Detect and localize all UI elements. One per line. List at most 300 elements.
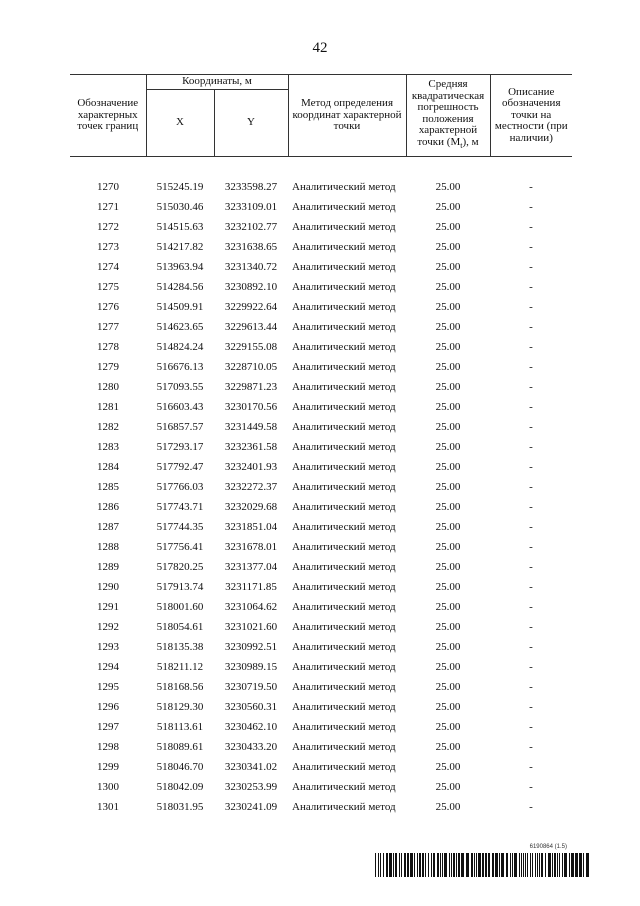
- cell-method: Аналитический метод: [292, 461, 396, 473]
- cell-point-id: 1293: [97, 641, 119, 653]
- table-row: [70, 317, 572, 337]
- cell-description: -: [529, 261, 533, 273]
- table-row: [70, 617, 572, 637]
- cell-error: 25.00: [435, 181, 461, 193]
- cell-y: 3232361.58: [224, 441, 278, 453]
- barcode-bar: [559, 853, 560, 877]
- barcode-bar: [492, 853, 494, 877]
- barcode-bar: [456, 853, 457, 877]
- cell-error: 25.00: [435, 321, 461, 333]
- cell-error: 25.00: [435, 601, 461, 613]
- cell-method: Аналитический метод: [292, 501, 396, 513]
- cell-point-id: 1291: [97, 601, 119, 613]
- cell-description: -: [529, 561, 533, 573]
- table-row: [70, 697, 572, 717]
- table-row: [70, 357, 572, 377]
- cell-method: Аналитический метод: [292, 341, 396, 353]
- barcode-bar: [510, 853, 511, 877]
- cell-error: 25.00: [435, 281, 461, 293]
- barcode-bar: [433, 853, 435, 877]
- cell-y: 3231064.62: [224, 601, 278, 613]
- cell-method: Аналитический метод: [292, 781, 396, 793]
- barcode-bar: [548, 853, 551, 877]
- cell-error: 25.00: [435, 701, 461, 713]
- barcode-bar: [451, 853, 452, 877]
- cell-x: 515245.19: [156, 181, 204, 193]
- barcode-bar: [564, 853, 567, 877]
- barcode-bar: [380, 853, 381, 877]
- cell-x: 518054.61: [156, 621, 204, 633]
- cell-y: 3231638.65: [224, 241, 278, 253]
- table-row: [70, 637, 572, 657]
- cell-error: 25.00: [435, 721, 461, 733]
- cell-description: -: [529, 221, 533, 233]
- cell-y: 3230241.09: [224, 801, 278, 813]
- cell-description: -: [529, 421, 533, 433]
- cell-method: Аналитический метод: [292, 741, 396, 753]
- cell-point-id: 1290: [97, 581, 119, 593]
- cell-description: -: [529, 481, 533, 493]
- barcode-bar: [557, 853, 558, 877]
- cell-description: -: [529, 301, 533, 313]
- cell-y: 3232029.68: [224, 501, 278, 513]
- cell-y: 3230433.20: [224, 741, 278, 753]
- cell-y: 3232272.37: [224, 481, 278, 493]
- cell-method: Аналитический метод: [292, 281, 396, 293]
- barcode-block: [375, 844, 589, 878]
- cell-x: 514515.63: [156, 221, 204, 233]
- header-y: Y: [214, 90, 288, 157]
- cell-x: 518113.61: [156, 721, 204, 733]
- cell-error: 25.00: [435, 781, 461, 793]
- cell-point-id: 1273: [97, 241, 119, 253]
- barcode-bar: [378, 853, 379, 877]
- header-coordinates-group: Координаты, м: [146, 75, 288, 90]
- table-row: [70, 337, 572, 357]
- cell-point-id: 1296: [97, 701, 119, 713]
- cell-method: Аналитический метод: [292, 421, 396, 433]
- cell-description: -: [529, 321, 533, 333]
- cell-point-id: 1280: [97, 381, 119, 393]
- cell-x: 518089.61: [156, 741, 204, 753]
- cell-y: 3230992.51: [224, 641, 278, 653]
- cell-x: 518001.60: [156, 601, 204, 613]
- cell-method: Аналитический метод: [292, 301, 396, 313]
- barcode-bar: [552, 853, 553, 877]
- table-row: [70, 717, 572, 737]
- cell-x: 517913.74: [156, 581, 204, 593]
- header-error-line2-suffix: ), м: [462, 135, 479, 148]
- barcode-label: 6190864 (1.5): [529, 844, 567, 850]
- cell-y: 3229922.64: [224, 301, 278, 313]
- cell-y: 3231377.04: [224, 561, 278, 573]
- cell-x: 517093.55: [156, 381, 204, 393]
- cell-point-id: 1272: [97, 221, 119, 233]
- barcode-bar: [562, 853, 563, 877]
- cell-error: 25.00: [435, 541, 461, 553]
- barcode-bar: [527, 853, 528, 877]
- cell-x: 514509.91: [156, 301, 204, 313]
- cell-x: 517744.35: [156, 521, 204, 533]
- barcode-bar: [375, 853, 376, 877]
- cell-x: 517756.41: [156, 541, 204, 553]
- barcode-bar: [393, 853, 394, 877]
- cell-description: -: [529, 601, 533, 613]
- table-row: [70, 297, 572, 317]
- cell-description: -: [529, 661, 533, 673]
- barcode-bar: [537, 853, 538, 877]
- table-row: [70, 257, 572, 277]
- cell-x: 517293.17: [156, 441, 204, 453]
- barcode-bar: [474, 853, 475, 877]
- cell-x: 518031.95: [156, 801, 204, 813]
- cell-y: 3231449.58: [224, 421, 278, 433]
- barcode-bar: [539, 853, 540, 877]
- cell-y: 3231171.85: [225, 581, 277, 593]
- cell-description: -: [529, 181, 533, 193]
- barcode-bar: [530, 853, 531, 877]
- cell-method: Аналитический метод: [292, 201, 396, 213]
- cell-point-id: 1294: [97, 661, 119, 673]
- cell-x: 514217.82: [156, 241, 204, 253]
- cell-method: Аналитический метод: [292, 761, 396, 773]
- table-row: [70, 237, 572, 257]
- cell-point-id: 1282: [97, 421, 119, 433]
- coordinates-table: [70, 74, 572, 817]
- cell-y: 3230462.10: [224, 721, 278, 733]
- cell-x: 516676.13: [156, 361, 204, 373]
- cell-description: -: [529, 341, 533, 353]
- cell-point-id: 1288: [97, 541, 119, 553]
- page-number: 42: [312, 40, 328, 56]
- cell-y: 3232401.93: [224, 461, 278, 473]
- table-row: [70, 277, 572, 297]
- table-row: [70, 797, 572, 817]
- barcode-bar: [482, 853, 484, 877]
- table-row: [70, 657, 572, 677]
- cell-x: 516857.57: [156, 421, 204, 433]
- cell-point-id: 1284: [97, 461, 119, 473]
- table-row: [70, 737, 572, 757]
- cell-method: Аналитический метод: [292, 561, 396, 573]
- barcode-bar: [386, 853, 388, 877]
- barcode-bar: [512, 853, 513, 877]
- barcode-bar: [535, 853, 536, 877]
- barcode-bar: [478, 853, 481, 877]
- barcode-bar: [541, 853, 543, 877]
- header-x: X: [146, 90, 214, 157]
- cell-description: -: [529, 621, 533, 633]
- barcode-bar: [419, 853, 421, 877]
- cell-x: 518042.09: [156, 781, 204, 793]
- barcode-bar: [514, 853, 517, 877]
- barcode-bar: [401, 853, 402, 877]
- barcode-bar: [440, 853, 441, 877]
- cell-method: Аналитический метод: [292, 261, 396, 273]
- cell-point-id: 1287: [97, 521, 119, 533]
- cell-x: 514824.24: [156, 341, 204, 353]
- cell-description: -: [529, 281, 533, 293]
- barcode-bar: [571, 853, 574, 877]
- table-row: [70, 397, 572, 417]
- table-row: [70, 477, 572, 497]
- cell-description: -: [529, 361, 533, 373]
- cell-method: Аналитический метод: [292, 221, 396, 233]
- cell-point-id: 1274: [97, 261, 119, 273]
- cell-x: 517743.71: [156, 501, 204, 513]
- cell-point-id: 1279: [97, 361, 119, 373]
- cell-error: 25.00: [435, 581, 461, 593]
- table-row: [70, 217, 572, 237]
- cell-method: Аналитический метод: [292, 181, 396, 193]
- barcode-bar: [466, 853, 469, 877]
- cell-error: 25.00: [435, 441, 461, 453]
- cell-description: -: [529, 741, 533, 753]
- cell-error: 25.00: [435, 641, 461, 653]
- cell-y: 3229871.23: [224, 381, 278, 393]
- cell-description: -: [529, 201, 533, 213]
- cell-error: 25.00: [435, 421, 461, 433]
- barcode-bar: [399, 853, 400, 877]
- cell-method: Аналитический метод: [292, 601, 396, 613]
- cell-y: 3232102.77: [224, 221, 278, 233]
- barcode-bar: [417, 853, 418, 877]
- cell-error: 25.00: [435, 361, 461, 373]
- cell-error: 25.00: [435, 261, 461, 273]
- cell-x: 513963.94: [156, 261, 204, 273]
- cell-y: 3230341.02: [224, 761, 278, 773]
- header-error-line1: Средняя квадратическая погрешность положения характерной: [411, 78, 485, 137]
- cell-y: 3228710.05: [224, 361, 278, 373]
- barcode-bar: [569, 853, 570, 877]
- cell-error: 25.00: [435, 801, 461, 813]
- cell-x: 518211.12: [156, 661, 204, 673]
- cell-description: -: [529, 581, 533, 593]
- cell-y: 3230719.50: [224, 681, 278, 693]
- table-row: [70, 457, 572, 477]
- cell-error: 25.00: [435, 201, 461, 213]
- barcode-bar: [437, 853, 439, 877]
- header-method: Метод определения координат характерной точки: [288, 75, 406, 157]
- cell-error: 25.00: [435, 241, 461, 253]
- barcode-bar: [425, 853, 426, 877]
- cell-error: 25.00: [435, 461, 461, 473]
- cell-method: Аналитический метод: [292, 481, 396, 493]
- barcode-bar: [521, 853, 522, 877]
- barcode-bar: [428, 853, 429, 877]
- table-row: [70, 557, 572, 577]
- cell-method: Аналитический метод: [292, 521, 396, 533]
- cell-method: Аналитический метод: [292, 401, 396, 413]
- cell-description: -: [529, 541, 533, 553]
- cell-description: -: [529, 381, 533, 393]
- header-description: Описание обозначения точки на местности (при наличии): [490, 75, 572, 157]
- cell-error: 25.00: [435, 521, 461, 533]
- cell-point-id: 1286: [97, 501, 119, 513]
- cell-x: 517820.25: [156, 561, 204, 573]
- cell-x: 518135.38: [156, 641, 204, 653]
- cell-method: Аналитический метод: [292, 721, 396, 733]
- cell-x: 517766.03: [156, 481, 204, 493]
- barcode-bar: [407, 853, 409, 877]
- cell-method: Аналитический метод: [292, 581, 396, 593]
- cell-x: 514284.56: [156, 281, 204, 293]
- cell-description: -: [529, 461, 533, 473]
- barcode-bar: [404, 853, 406, 877]
- cell-method: Аналитический метод: [292, 361, 396, 373]
- cell-error: 25.00: [435, 761, 461, 773]
- cell-error: 25.00: [435, 681, 461, 693]
- barcode-bar: [523, 853, 524, 877]
- cell-error: 25.00: [435, 501, 461, 513]
- cell-error: 25.00: [435, 661, 461, 673]
- cell-point-id: 1299: [97, 761, 119, 773]
- cell-point-id: 1270: [97, 181, 119, 193]
- barcode-bar: [471, 853, 473, 877]
- cell-point-id: 1275: [97, 281, 119, 293]
- barcode-bar: [476, 853, 477, 877]
- cell-method: Аналитический метод: [292, 321, 396, 333]
- barcode-bar: [554, 853, 556, 877]
- table-row: [70, 437, 572, 457]
- barcode-bar: [410, 853, 413, 877]
- cell-point-id: 1278: [97, 341, 119, 353]
- cell-point-id: 1277: [97, 321, 119, 333]
- cell-description: -: [529, 521, 533, 533]
- barcode-bar: [383, 853, 384, 877]
- cell-x: 516603.43: [156, 401, 204, 413]
- barcode-bar: [519, 853, 520, 877]
- barcode-bar: [453, 853, 455, 877]
- cell-point-id: 1295: [97, 681, 119, 693]
- barcode-bar: [422, 853, 424, 877]
- cell-method: Аналитический метод: [292, 541, 396, 553]
- table-row: [70, 537, 572, 557]
- cell-point-id: 1301: [97, 801, 119, 813]
- cell-point-id: 1289: [97, 561, 119, 573]
- table-row: [70, 677, 572, 697]
- table-row: [70, 757, 572, 777]
- cell-description: -: [529, 701, 533, 713]
- cell-description: -: [529, 241, 533, 253]
- cell-y: 3230560.31: [224, 701, 278, 713]
- cell-x: 517792.47: [156, 461, 204, 473]
- cell-error: 25.00: [435, 341, 461, 353]
- table-row: [70, 497, 572, 517]
- cell-y: 3233598.27: [224, 181, 278, 193]
- table-row: [70, 577, 572, 597]
- barcode-bar: [501, 853, 504, 877]
- barcode-bar: [442, 853, 443, 877]
- barcode-bar: [444, 853, 447, 877]
- barcode-bar: [495, 853, 498, 877]
- cell-x: 518129.30: [156, 701, 204, 713]
- cell-y: 3229155.08: [224, 341, 278, 353]
- cell-x: 515030.46: [156, 201, 204, 213]
- header-error-subscript: t: [460, 141, 463, 151]
- cell-x: 514623.65: [156, 321, 204, 333]
- barcode-bar: [532, 853, 533, 877]
- barcode-bar: [525, 853, 526, 877]
- barcode-bar: [395, 853, 397, 877]
- cell-point-id: 1297: [97, 721, 119, 733]
- cell-error: 25.00: [435, 301, 461, 313]
- cell-method: Аналитический метод: [292, 241, 396, 253]
- cell-method: Аналитический метод: [292, 681, 396, 693]
- barcode-bar: [458, 853, 460, 877]
- cell-y: 3230892.10: [224, 281, 278, 293]
- cell-y: 3233109.01: [224, 201, 278, 213]
- barcode-bar: [389, 853, 392, 877]
- table-row: [70, 197, 572, 217]
- barcode-bar: [506, 853, 508, 877]
- cell-point-id: 1276: [97, 301, 119, 313]
- cell-error: 25.00: [435, 401, 461, 413]
- cell-error: 25.00: [435, 561, 461, 573]
- cell-error: 25.00: [435, 381, 461, 393]
- cell-y: 3229613.44: [224, 321, 278, 333]
- cell-method: Аналитический метод: [292, 381, 396, 393]
- cell-error: 25.00: [435, 741, 461, 753]
- cell-error: 25.00: [435, 481, 461, 493]
- cell-y: 3230989.15: [224, 661, 278, 673]
- cell-point-id: 1300: [97, 781, 119, 793]
- barcode-bar: [488, 853, 490, 877]
- cell-point-id: 1281: [97, 401, 119, 413]
- cell-error: 25.00: [435, 221, 461, 233]
- barcode-bar: [431, 853, 432, 877]
- header-point-designation: Обозначение характерных точек границ: [70, 75, 146, 157]
- barcode-bar: [583, 853, 584, 877]
- cell-point-id: 1298: [97, 741, 119, 753]
- cell-x: 518168.56: [156, 681, 204, 693]
- table-row: [70, 777, 572, 797]
- table-row: [70, 517, 572, 537]
- cell-description: -: [529, 801, 533, 813]
- barcode-bar: [499, 853, 500, 877]
- cell-description: -: [529, 441, 533, 453]
- cell-y: 3231678.01: [224, 541, 278, 553]
- barcode-bar: [586, 853, 589, 877]
- cell-description: -: [529, 781, 533, 793]
- cell-method: Аналитический метод: [292, 621, 396, 633]
- cell-method: Аналитический метод: [292, 801, 396, 813]
- header-mean-square-error: [406, 75, 490, 157]
- cell-y: 3231340.72: [224, 261, 278, 273]
- barcode-bar: [461, 853, 464, 877]
- table-row: [70, 597, 572, 617]
- cell-error: 25.00: [435, 621, 461, 633]
- table-row: [70, 177, 572, 197]
- table-row: [70, 377, 572, 397]
- cell-description: -: [529, 401, 533, 413]
- cell-y: 3231021.60: [224, 621, 278, 633]
- barcode-bar: [575, 853, 578, 877]
- cell-description: -: [529, 761, 533, 773]
- cell-method: Аналитический метод: [292, 701, 396, 713]
- barcode: [375, 853, 589, 877]
- cell-point-id: 1285: [97, 481, 119, 493]
- cell-method: Аналитический метод: [292, 641, 396, 653]
- cell-method: Аналитический метод: [292, 661, 396, 673]
- barcode-bar: [485, 853, 487, 877]
- barcode-bar: [579, 853, 582, 877]
- barcode-bar: [414, 853, 415, 877]
- barcode-bar: [545, 853, 546, 877]
- cell-method: Аналитический метод: [292, 441, 396, 453]
- cell-point-id: 1292: [97, 621, 119, 633]
- cell-x: 518046.70: [156, 761, 204, 773]
